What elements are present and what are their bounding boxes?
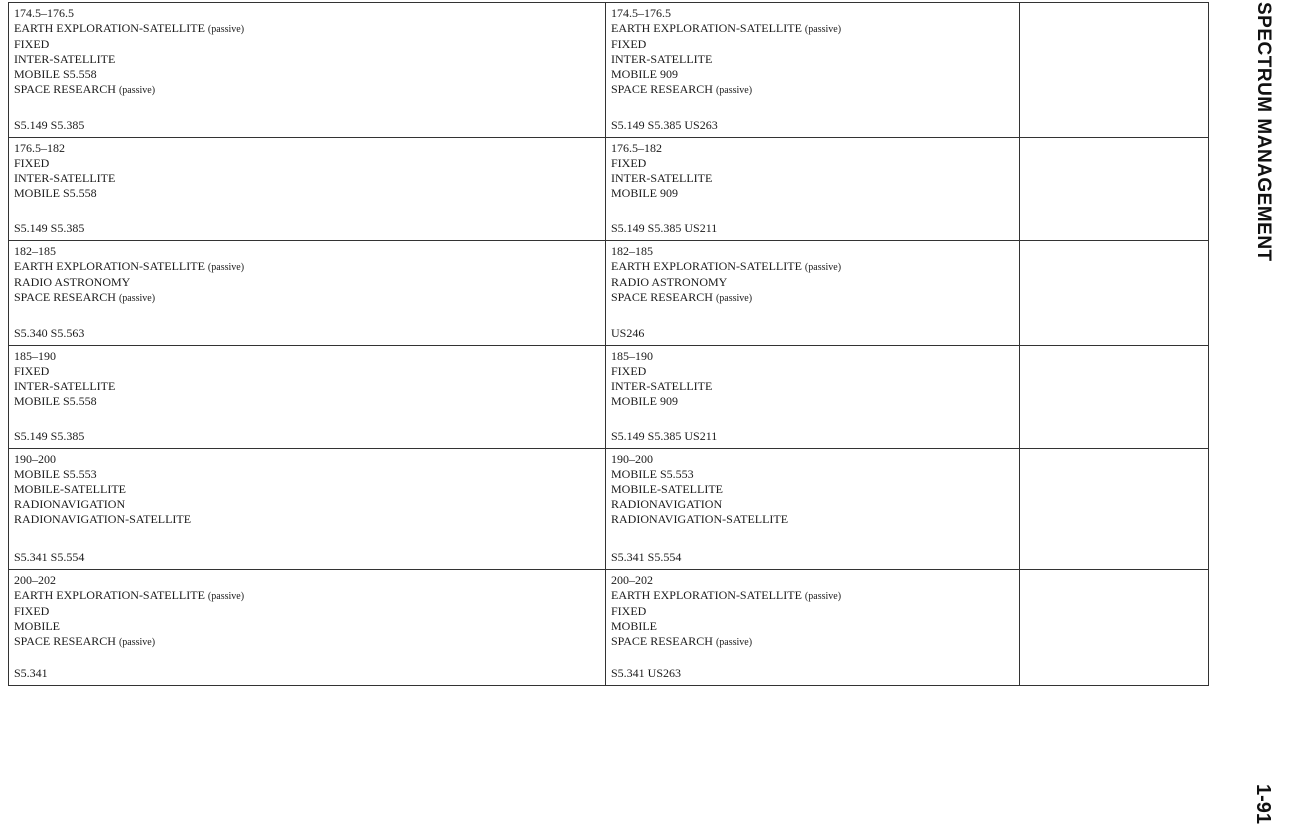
service-line <box>14 394 600 409</box>
frequency-band: 200–202 <box>611 573 653 587</box>
federal-allocation-cell <box>606 449 1020 570</box>
service-name: MOBILE <box>14 619 60 633</box>
service-qualifier: (passive) <box>715 293 753 304</box>
service-name: SPACE RESEARCH <box>611 290 713 304</box>
service-line <box>14 52 600 67</box>
frequency-band: 176.5–182 <box>611 141 662 155</box>
service-name: MOBILE 909 <box>611 186 678 200</box>
empty-allocation-cell <box>1020 241 1209 346</box>
international-allocation-cell <box>9 570 606 686</box>
service-line <box>611 52 1014 67</box>
frequency-band: 174.5–176.5 <box>14 6 74 20</box>
federal-allocation-cell <box>606 241 1020 346</box>
service-qualifier: (passive) <box>118 293 156 304</box>
footnote-references: S5.149 S5.385 <box>14 429 85 443</box>
service-line <box>14 259 600 275</box>
service-name: EARTH EXPLORATION-SATELLITE <box>611 21 802 35</box>
service-name: SPACE RESEARCH <box>611 634 713 648</box>
service-line <box>611 364 1014 379</box>
frequency-band: 185–190 <box>611 349 653 363</box>
service-name: EARTH EXPLORATION-SATELLITE <box>611 588 802 602</box>
service-name: FIXED <box>14 37 50 51</box>
allocation-row <box>9 570 1209 686</box>
service-name: EARTH EXPLORATION-SATELLITE <box>14 259 205 273</box>
service-line <box>611 467 1014 482</box>
service-name: EARTH EXPLORATION-SATELLITE <box>14 21 205 35</box>
footnote-references: S5.149 S5.385 <box>14 221 85 235</box>
frequency-band: 190–200 <box>14 452 56 466</box>
service-qualifier: (passive) <box>118 85 156 96</box>
service-name: INTER-SATELLITE <box>14 171 116 185</box>
service-name: INTER-SATELLITE <box>611 52 713 66</box>
service-line <box>14 156 600 171</box>
service-name: RADIONAVIGATION-SATELLITE <box>611 512 789 526</box>
service-line <box>611 82 1014 98</box>
service-name: FIXED <box>14 604 50 618</box>
service-line <box>14 588 600 604</box>
service-line <box>14 482 600 497</box>
service-line <box>611 634 1014 650</box>
allocation-row <box>9 449 1209 570</box>
service-line <box>611 156 1014 171</box>
side-title-text: SPECTRUM MANAGEMENT <box>1253 2 1274 262</box>
footnote-references: S5.149 S5.385 US211 <box>611 221 718 235</box>
service-qualifier: (passive) <box>207 591 245 602</box>
service-name: INTER-SATELLITE <box>611 171 713 185</box>
service-name: SPACE RESEARCH <box>14 634 116 648</box>
service-name: FIXED <box>611 156 647 170</box>
service-name: MOBILE S5.558 <box>14 67 97 81</box>
service-name: INTER-SATELLITE <box>14 52 116 66</box>
service-line <box>611 497 1014 512</box>
international-allocation-cell <box>9 138 606 241</box>
federal-allocation-cell <box>606 346 1020 449</box>
service-qualifier: (passive) <box>118 637 156 648</box>
footnote-references: S5.341 S5.554 <box>611 550 682 564</box>
footnote-references: S5.149 S5.385 US263 <box>611 118 718 132</box>
empty-allocation-cell <box>1020 570 1209 686</box>
service-qualifier: (passive) <box>207 24 245 35</box>
allocation-row <box>9 138 1209 241</box>
service-line <box>611 171 1014 186</box>
footnote-references: S5.149 S5.385 US211 <box>611 429 718 443</box>
service-name: MOBILE S5.553 <box>611 467 694 481</box>
service-name: FIXED <box>611 364 647 378</box>
footnote-references: S5.340 S5.563 <box>14 326 85 340</box>
service-line <box>14 290 600 306</box>
service-name: SPACE RESEARCH <box>14 82 116 96</box>
service-name: SPACE RESEARCH <box>14 290 116 304</box>
service-line <box>611 67 1014 82</box>
service-qualifier: (passive) <box>715 637 753 648</box>
service-name: MOBILE-SATELLITE <box>611 482 723 496</box>
footnote-references: S5.341 S5.554 <box>14 550 85 564</box>
service-name: MOBILE <box>611 619 657 633</box>
service-name: MOBILE-SATELLITE <box>14 482 126 496</box>
international-allocation-cell <box>9 3 606 138</box>
frequency-band: 185–190 <box>14 349 56 363</box>
allocation-table-body <box>9 3 1209 686</box>
service-name: RADIONAVIGATION <box>14 497 126 511</box>
empty-allocation-cell <box>1020 449 1209 570</box>
service-line <box>14 275 600 290</box>
footnote-references: US246 <box>611 326 645 340</box>
service-line <box>14 21 600 37</box>
service-line <box>14 379 600 394</box>
service-line <box>611 619 1014 634</box>
frequency-band: 176.5–182 <box>14 141 65 155</box>
service-line <box>611 512 1014 527</box>
service-line <box>14 634 600 650</box>
frequency-band: 190–200 <box>611 452 653 466</box>
federal-allocation-cell <box>606 570 1020 686</box>
service-line <box>14 604 600 619</box>
service-line <box>611 290 1014 306</box>
frequency-allocation-table <box>8 2 1209 686</box>
service-line <box>14 619 600 634</box>
service-line <box>14 364 600 379</box>
service-name: INTER-SATELLITE <box>611 379 713 393</box>
frequency-band: 182–185 <box>611 244 653 258</box>
frequency-band: 174.5–176.5 <box>611 6 671 20</box>
service-name: MOBILE S5.558 <box>14 186 97 200</box>
allocation-row <box>9 3 1209 138</box>
service-qualifier: (passive) <box>207 262 245 273</box>
service-line <box>611 379 1014 394</box>
allocation-row <box>9 346 1209 449</box>
frequency-band: 200–202 <box>14 573 56 587</box>
service-name: FIXED <box>14 364 50 378</box>
service-qualifier: (passive) <box>804 24 842 35</box>
footnote-references: S5.341 US263 <box>611 666 682 680</box>
service-name: RADIO ASTRONOMY <box>14 275 131 289</box>
service-line <box>611 394 1014 409</box>
service-line <box>14 497 600 512</box>
allocation-row <box>9 241 1209 346</box>
service-line <box>611 259 1014 275</box>
international-allocation-cell <box>9 346 606 449</box>
service-line <box>14 186 600 201</box>
service-name: MOBILE S5.558 <box>14 394 97 408</box>
service-name: RADIONAVIGATION <box>611 497 723 511</box>
service-line <box>611 275 1014 290</box>
page-number-text: 1-91 <box>1252 784 1274 825</box>
service-line <box>14 467 600 482</box>
service-line <box>611 37 1014 52</box>
service-line <box>611 588 1014 604</box>
footnote-references: S5.341 <box>14 666 48 680</box>
frequency-band: 182–185 <box>14 244 56 258</box>
service-line <box>14 37 600 52</box>
service-name: RADIONAVIGATION-SATELLITE <box>14 512 192 526</box>
service-line <box>611 186 1014 201</box>
service-name: FIXED <box>611 37 647 51</box>
service-qualifier: (passive) <box>804 591 842 602</box>
service-line <box>611 604 1014 619</box>
service-line <box>14 67 600 82</box>
service-line <box>14 82 600 98</box>
service-line <box>14 512 600 527</box>
international-allocation-cell <box>9 241 606 346</box>
service-name: MOBILE 909 <box>611 67 678 81</box>
service-qualifier: (passive) <box>804 262 842 273</box>
footnote-references: S5.149 S5.385 <box>14 118 85 132</box>
federal-allocation-cell <box>606 138 1020 241</box>
federal-allocation-cell <box>606 3 1020 138</box>
empty-allocation-cell <box>1020 138 1209 241</box>
international-allocation-cell <box>9 449 606 570</box>
empty-allocation-cell <box>1020 3 1209 138</box>
empty-allocation-cell <box>1020 346 1209 449</box>
service-name: FIXED <box>611 604 647 618</box>
service-name: INTER-SATELLITE <box>14 379 116 393</box>
service-name: SPACE RESEARCH <box>611 82 713 96</box>
service-name: FIXED <box>14 156 50 170</box>
service-line <box>611 21 1014 37</box>
service-name: EARTH EXPLORATION-SATELLITE <box>611 259 802 273</box>
service-name: EARTH EXPLORATION-SATELLITE <box>14 588 205 602</box>
service-line <box>14 171 600 186</box>
side-title <box>1253 2 1286 342</box>
service-qualifier: (passive) <box>715 85 753 96</box>
service-line <box>611 482 1014 497</box>
service-name: MOBILE S5.553 <box>14 467 97 481</box>
page-number <box>1252 784 1286 836</box>
service-name: MOBILE 909 <box>611 394 678 408</box>
service-name: RADIO ASTRONOMY <box>611 275 728 289</box>
